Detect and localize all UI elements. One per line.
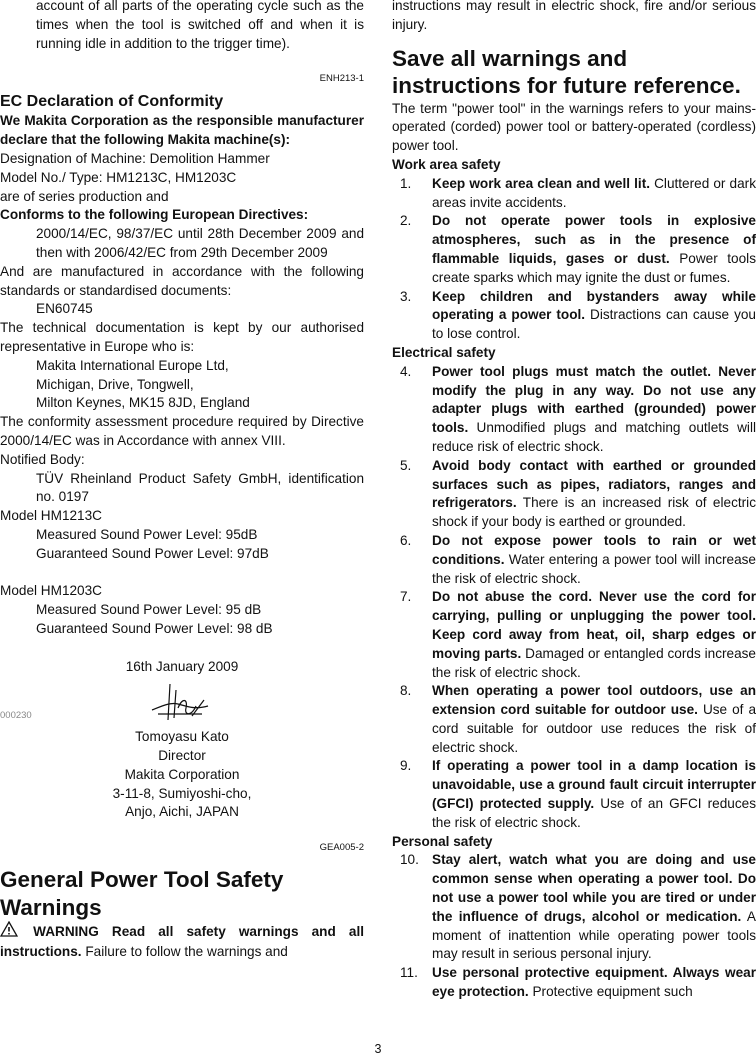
signer-name: Tomoyasu Kato xyxy=(135,729,229,745)
model-heading: Model HM1213C xyxy=(0,508,102,524)
model-heading: Model HM1203C xyxy=(0,583,102,599)
term-paragraph: The term "power tool" in the warnings refers to your mains-operated (corded) power tool or battery-operated (cordless) power tool. xyxy=(392,100,756,154)
item-number: 2. xyxy=(400,213,412,229)
intro-paragraph: account of all parts of the operating cycle such as the times when the tool is switched off and when it is running idle in addition to the trigger time). xyxy=(36,0,364,51)
item-text: Damaged or entangled cords increase the risk of electric shock. xyxy=(432,645,756,680)
item-number: 10. xyxy=(400,852,419,868)
section-code: GEA005-2 xyxy=(319,842,364,854)
conforms-title: Conforms to the following European Directives: xyxy=(0,207,309,223)
technical-doc-paragraph: The technical documentation is kept by our authorised representative in Europe who is: xyxy=(0,320,364,354)
left-column xyxy=(0,0,364,962)
company-address: Anjo, Aichi, JAPAN xyxy=(125,804,239,820)
item-number: 11. xyxy=(400,965,418,981)
item-text: Protective equipment such xyxy=(532,984,693,1000)
item-bold-text: If operating a power tool in a damp location is unavoidable, use a ground fault circuit interrupter (GFCI) protected supply. xyxy=(432,758,756,812)
item-number: 8. xyxy=(400,683,412,699)
section-title: Electrical safety xyxy=(392,344,496,360)
item-number: 9. xyxy=(400,758,412,774)
item-body xyxy=(432,175,756,213)
item-body xyxy=(432,532,756,588)
item-text: There is an increased risk of electric shock if your body is earthed or grounded. xyxy=(432,495,756,530)
item-text: Use of a cord suitable for outdoor use reduces the risk of electric shock. xyxy=(432,702,756,755)
signature-block xyxy=(0,676,364,728)
item-body xyxy=(432,457,756,532)
item-body xyxy=(432,851,756,964)
item-bold-text: Power tool plugs must match the outlet. Never modify the plug in any way. Do not use any adapter plugs with earthed (grounded) power tools. xyxy=(432,363,756,436)
item-body xyxy=(432,964,756,1002)
item-bold-text: Keep children and bystanders away while operating a power tool. xyxy=(432,288,756,323)
item-bold-text: When operating a power tool outdoors, use an extension cord suitable for outdoor use. xyxy=(432,683,756,718)
measured-sound-level: Measured Sound Power Level: 95dB xyxy=(36,526,258,542)
section-title: Personal safety xyxy=(392,833,493,849)
warning-icon xyxy=(0,921,18,943)
item-body xyxy=(432,757,756,832)
item-body xyxy=(432,682,756,757)
section-code: ENH213-1 xyxy=(319,73,364,85)
item-text: Distractions can cause you to lose control. xyxy=(432,307,756,342)
list-item xyxy=(392,457,756,532)
item-text: Water entering a power tool will increase the risk of electric shock. xyxy=(432,551,756,586)
warning-bold: WARNING Read all safety warnings and all instructions. xyxy=(0,924,364,960)
company-address: 3-11-8, Sumiyoshi-cho, xyxy=(112,785,252,801)
item-bold-text: Avoid body contact with earthed or grounded surfaces such as pipes, radiators, ranges and refrigerators. xyxy=(432,457,756,511)
warning-text: Failure to follow the warnings and xyxy=(85,944,288,960)
list-item xyxy=(392,175,756,213)
directives-text: 2000/14/EC, 98/37/EC until 28th December 2009 and then with 2006/42/EC from 29th December 2009 xyxy=(36,226,364,260)
safety-sections xyxy=(392,156,756,1002)
list-item xyxy=(392,964,756,1002)
item-body xyxy=(432,588,756,682)
list-item xyxy=(392,212,756,287)
standards-paragraph: And are manufactured in accordance with the following standards or standardised documents: xyxy=(0,263,364,298)
list-item xyxy=(392,682,756,757)
list-item xyxy=(392,288,756,344)
right-column xyxy=(392,0,756,1002)
item-number: 3. xyxy=(400,288,412,304)
item-text: Use of an GFCI reduces the risk of electric shock. xyxy=(432,796,756,830)
item-bold-text: Do not abuse the cord. Never use the cord for carrying, pulling or unplugging the power tool. Keep cord away from heat, oil, sharp edges or moving parts. xyxy=(432,589,756,661)
item-body xyxy=(432,288,756,344)
signer-role: Director xyxy=(158,748,206,764)
item-number: 7. xyxy=(400,589,412,605)
item-body xyxy=(432,363,756,457)
save-warnings-title: Save all warnings and instructions for future reference. xyxy=(392,45,741,99)
item-number: 6. xyxy=(400,532,412,548)
continued-paragraph: instructions may result in electric shock, fire and/or serious injury. xyxy=(392,0,756,32)
list-item xyxy=(392,588,756,682)
section-title: Work area safety xyxy=(392,156,501,172)
list-item xyxy=(392,363,756,457)
list-item xyxy=(392,532,756,588)
item-bold-text: Stay alert, watch what you are doing and use common sense when operating a power tool. Do not use a power tool while you are tired or under the influence of drugs, alcohol or medication. xyxy=(432,852,756,924)
company-name: Makita Corporation xyxy=(124,766,240,782)
item-bold-text: Keep work area clean and well lit. xyxy=(432,175,650,191)
list-item xyxy=(392,851,756,964)
item-body xyxy=(432,212,756,287)
item-text: Unmodified plugs and matching outlets will reduce risk of electric shock. xyxy=(432,420,756,454)
declaration-date: 16th January 2009 xyxy=(125,658,239,674)
declaration-statement: We Makita Corporation as the responsible manufacturer declare that the following Makita machine(s): xyxy=(0,113,364,148)
page-number: 3 xyxy=(374,1042,382,1056)
list-item xyxy=(392,757,756,832)
item-bold-text: Use personal protective equipment. Always wear eye protection. xyxy=(432,965,756,1000)
guaranteed-sound-level: Guaranteed Sound Power Level: 98 dB xyxy=(36,620,273,636)
model-type-line: Model No./ Type: HM1213C, HM1203C xyxy=(0,169,237,185)
ec-declaration-title: EC Declaration of Conformity xyxy=(0,93,224,111)
image-code: 000230 xyxy=(0,710,32,722)
rep-address-line: Milton Keynes, MK15 8JD, England xyxy=(36,395,250,411)
item-number: 4. xyxy=(400,363,412,379)
general-safety-title: General Power Tool Safety Warnings xyxy=(0,867,284,920)
item-text: A moment of inattention while operating power tools may result in serious personal injury. xyxy=(432,908,756,962)
item-bold-text: Do not expose power tools to rain or wet conditions. xyxy=(432,532,756,567)
warning-paragraph xyxy=(0,921,364,962)
measured-sound-level: Measured Sound Power Level: 95 dB xyxy=(36,602,262,618)
item-number: 1. xyxy=(400,175,412,191)
rep-address-line: Makita International Europe Ltd, xyxy=(36,357,229,373)
series-line: are of series production and xyxy=(0,188,169,204)
designation-line: Designation of Machine: Demolition Hammer xyxy=(0,150,270,166)
item-number: 5. xyxy=(400,457,412,473)
item-bold-text: Do not operate power tools in explosive atmospheres, such as in the presence of flammable liquids, gases or dust. xyxy=(432,213,756,266)
rep-address-line: Michigan, Drive, Tongwell, xyxy=(36,376,194,392)
notified-body-label: Notified Body: xyxy=(0,451,85,467)
notified-body-value: TÜV Rheinland Product Safety GmbH, identification no. 0197 xyxy=(36,470,364,505)
item-text: Cluttered or dark areas invite accidents. xyxy=(432,175,756,210)
signature-graphic xyxy=(148,680,212,724)
conformity-paragraph: The conformity assessment procedure required by Directive 2000/14/EC was in Accordance with annex VIII. xyxy=(0,414,364,448)
item-text: Power tools create sparks which may ignite the dust or fumes. xyxy=(432,250,756,285)
guaranteed-sound-level: Guaranteed Sound Power Level: 97dB xyxy=(36,545,269,561)
standard-value: EN60745 xyxy=(36,301,93,317)
